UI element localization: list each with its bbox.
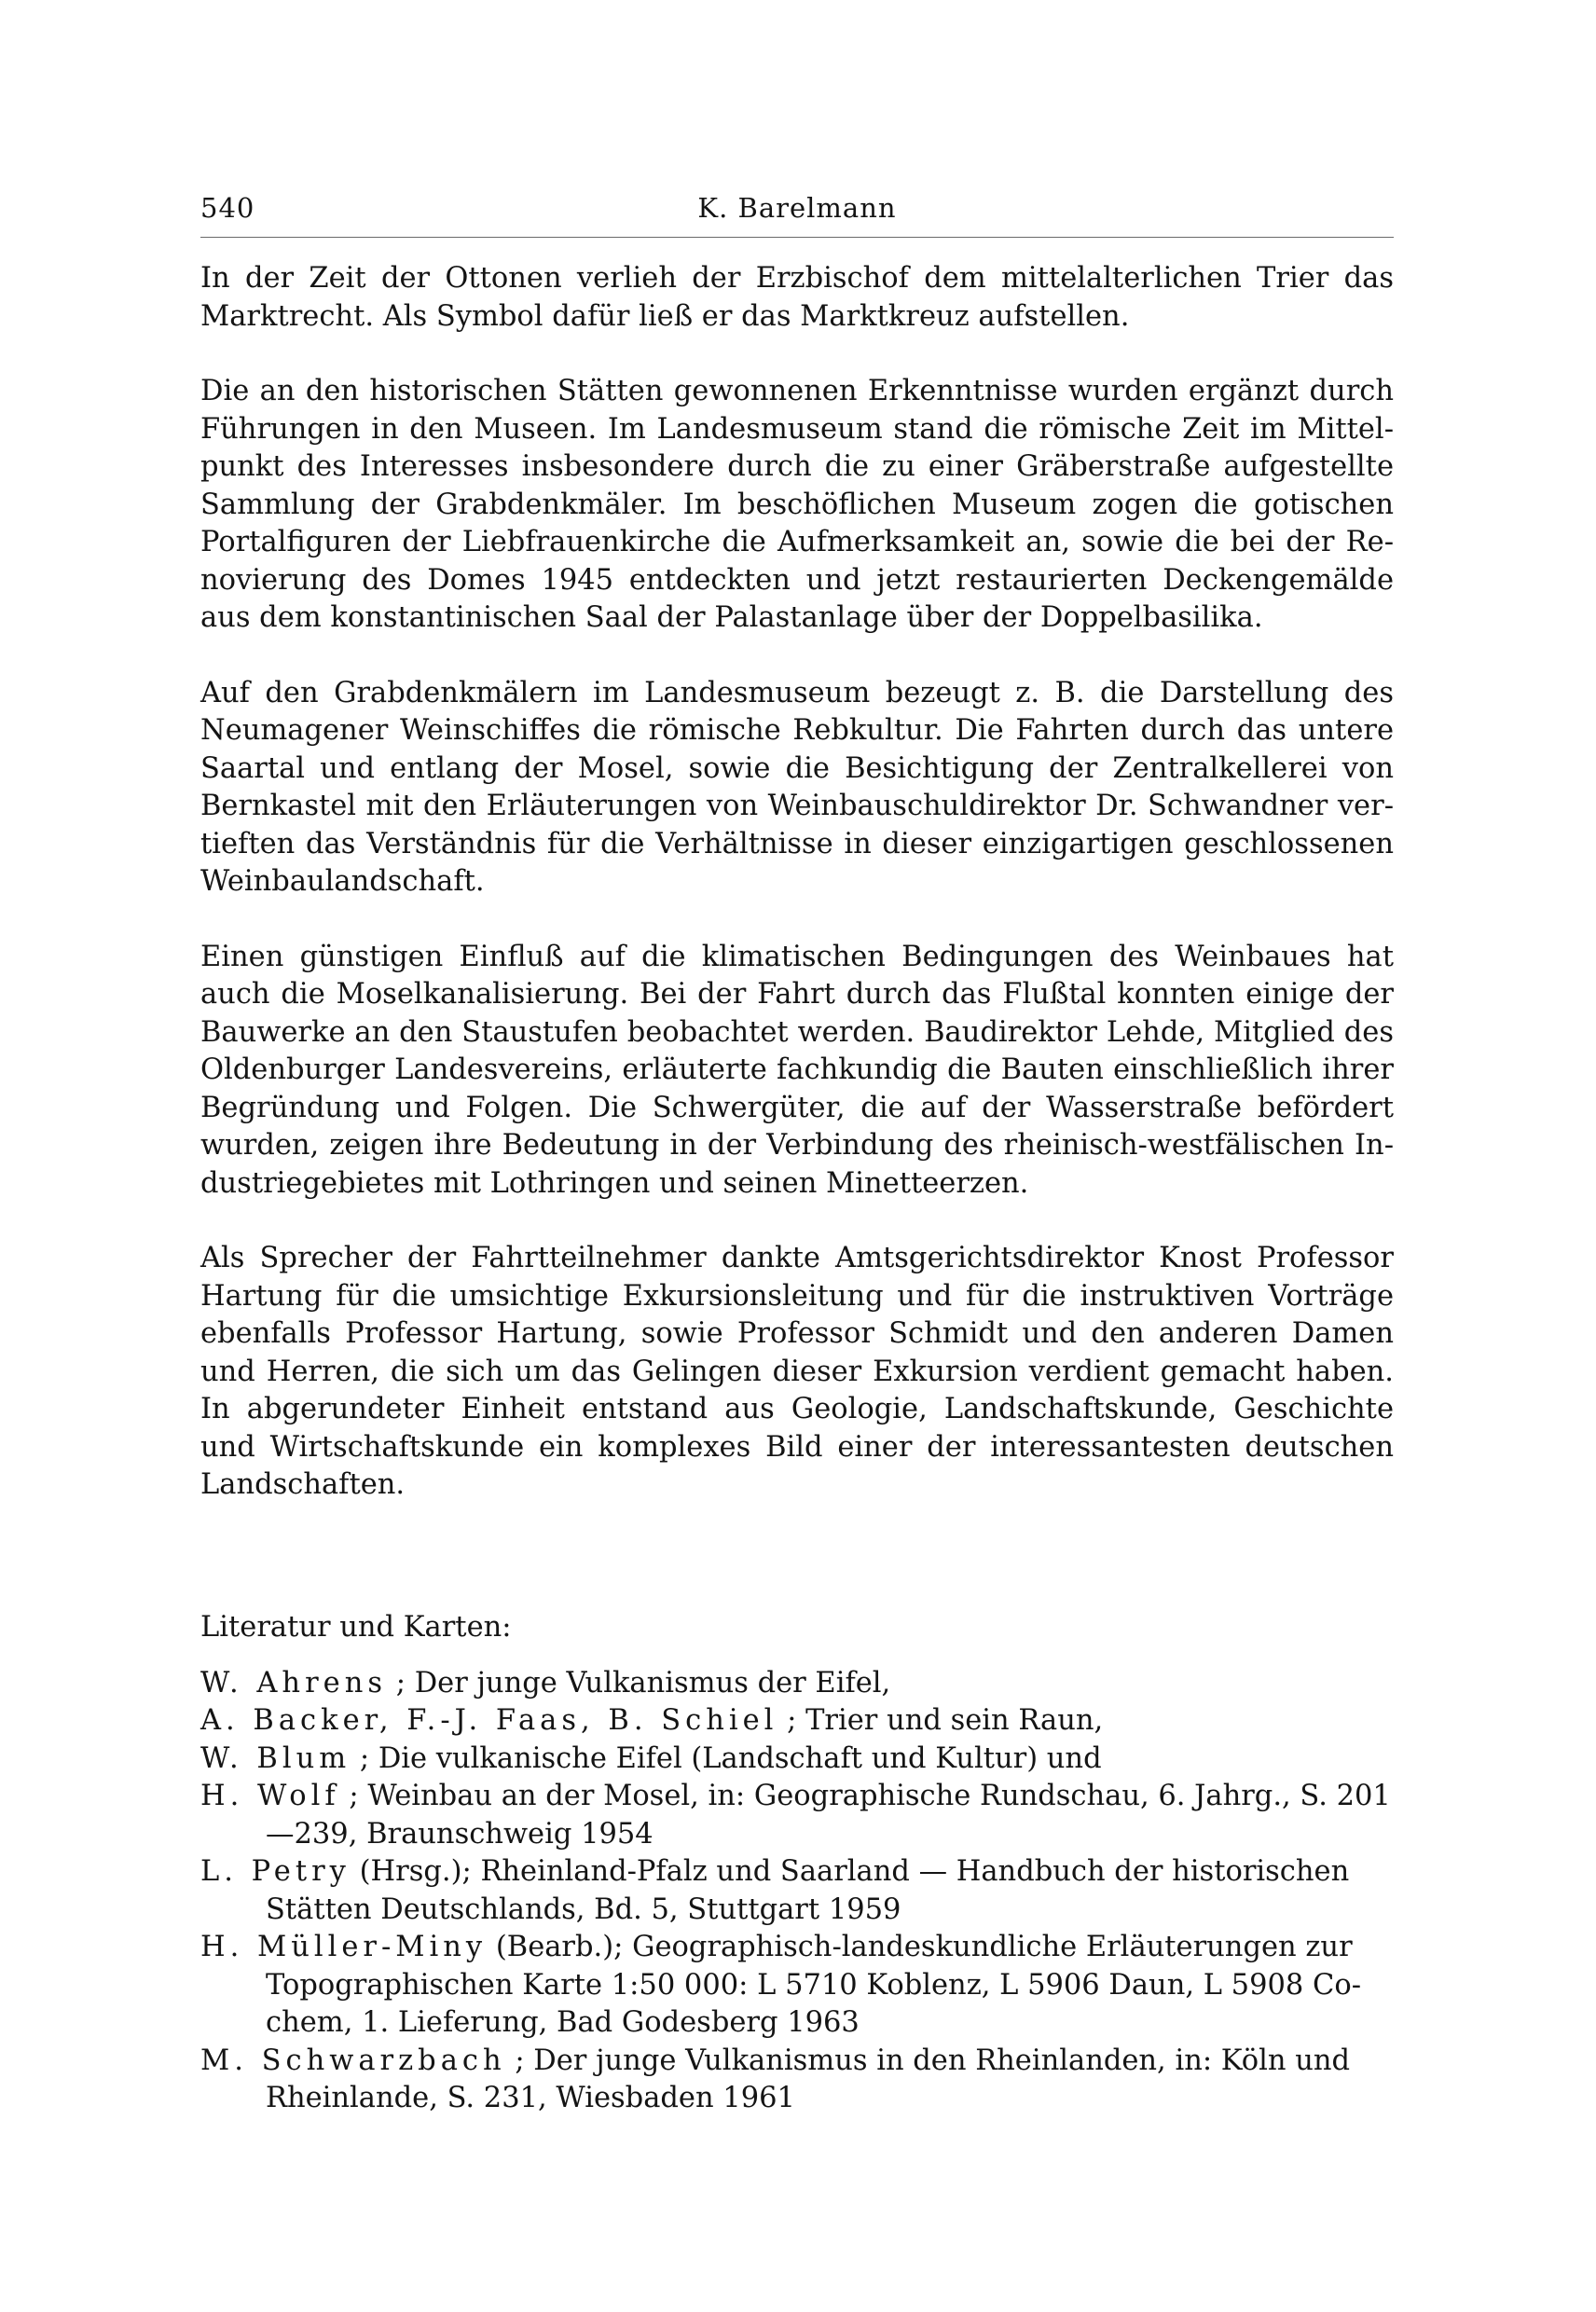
reference-entry <box>200 1778 1394 1853</box>
reference-author: W. Ahrens <box>200 1666 388 1700</box>
reference-entry <box>200 1702 1394 1741</box>
reference-text: ; Trier und sein Raun, <box>787 1704 1104 1737</box>
reference-author: M. Schwarzbach <box>200 2044 506 2077</box>
reference-text: (Bearb.); Geographisch-landeskundliche Erläuterungen zur Topographischen Karte 1:50 000: L 5710 Koblenz, L 5906 Daun, L 5908 Cochem, 1. Lieferung, Bad Godesberg 1963 <box>266 1931 1362 2039</box>
body-paragraph: Die an den historischen Stätten gewonnenen Erkenntnisse wurden ergänzt durch Führungen in den Museen. Im Landesmuseum stand die römische Zeit im Mittelpunkt des Interesses insbesondere durch die zu einer Gräberstraße aufgestellte Sammlung der Grabdenkmäler. Im beschöflichen Museum zogen die gotischen Portalfiguren der Liebfrauenkirche die Aufmerksamkeit an, sowie die bei der Renovierung des Domes 1945 entdeckten und jetzt restaurierten Deckengemälde aus dem konstantinischen Saal der Palastanlage über der Doppelbasilika. <box>200 375 1394 634</box>
reference-text: ; Die vulkanische Eifel (Landschaft und Kultur) und <box>359 1741 1102 1775</box>
reference-list <box>200 1665 1394 2118</box>
page-number: 540 <box>200 192 255 224</box>
document-page <box>200 186 1394 2118</box>
reference-author: W. Blum <box>200 1741 351 1775</box>
reference-author: A. Backer, F.-J. Faas, B. Schiel <box>200 1704 778 1737</box>
header-rule <box>200 237 1394 238</box>
body-paragraph: In der Zeit der Ottonen verlieh der Erzbischof dem mittelalterlichen Trier das Marktrecht. Als Symbol dafür ließ er das Marktkreuz aufstellen. <box>200 262 1394 333</box>
reference-text: ; Weinbau an der Mosel, in: Geographische Rundschau, 6. Jahrg., S. 201—239, Braunschweig 1954 <box>266 1780 1391 1851</box>
reference-author: L. Petry <box>200 1855 351 1888</box>
reference-text: ; Der junge Vulkanismus der Eifel, <box>395 1666 891 1700</box>
body-paragraph: Einen günstigen Einfluß auf die klimatischen Bedingungen des Weinbaues hat auch die Moselkanalisierung. Bei der Fahrt durch das Flußtal konnten einige der Bauwerke an den Staustufen beobachtet werden. Baudirektor Lehde, Mitglied des Oldenburger Landesvereins, erläuterte fachkundig die Bauten einschließlich ihrer Begründung und Folgen. Die Schwergüter, die auf der Wasserstraße befördert wurden, zeigen ihre Bedeutung in der Verbindung des rheinisch-westfälischen Industriegebietes mit Lothringen und seinen Minetteerzen. <box>200 940 1394 1200</box>
literature-heading: Literatur und Karten: <box>200 1610 512 1644</box>
reference-author: H. Wolf <box>200 1780 340 1812</box>
reference-text: (Hrsg.); Rheinland-Pfalz und Saarland — Handbuch der historischen Stätten Deutschlands, Bd. 5, Stuttgart 1959 <box>266 1855 1350 1926</box>
running-header <box>200 186 1394 237</box>
reference-text: ; Der junge Vulkanismus in den Rheinlanden, in: Köln und Rheinlande, S. 231, Wiesbaden 1961 <box>266 2044 1351 2114</box>
reference-entry <box>200 2043 1394 2118</box>
body-paragraph: Auf den Grabdenkmälern im Landesmuseum bezeugt z. B. die Darstellung des Neumagener Weinschiffes die römische Rebkultur. Die Fahrten durch das untere Saartal und entlang der Mosel, sowie die Besichtigung der Zentralkellerei von Bernkastel mit den Erläuterungen von Weinbauschuldirektor Dr. Schwandner vertieften das Verständnis für die Verhältnisse in dieser einzigartigen geschlossenen Weinbaulandschaft. <box>200 676 1394 898</box>
body-paragraph: Als Sprecher der Fahrtteilnehmer dankte Amtsgerichtsdirektor Knost Professor Hartung für die umsichtige Exkursionsleitung und für die instruktiven Vorträge ebenfalls Professor Hartung, sowie Professor Schmidt und den anderen Damen und Herren, die sich um das Gelingen dieser Exkursion verdient gemacht haben. In abgerundeter Einheit entstand aus Geologie, Landschaftskunde, Geschichte und Wirtschaftskunde ein komplexes Bild einer der interessantesten deutschen Landschaften. <box>200 1242 1394 1501</box>
reference-entry <box>200 1741 1394 1779</box>
reference-entry <box>200 1665 1394 1703</box>
reference-author: H. Müller-Miny <box>200 1931 488 1963</box>
reference-entry <box>200 1929 1394 2043</box>
reference-entry <box>200 1853 1394 1929</box>
header-author: K. Barelmann <box>697 192 897 224</box>
